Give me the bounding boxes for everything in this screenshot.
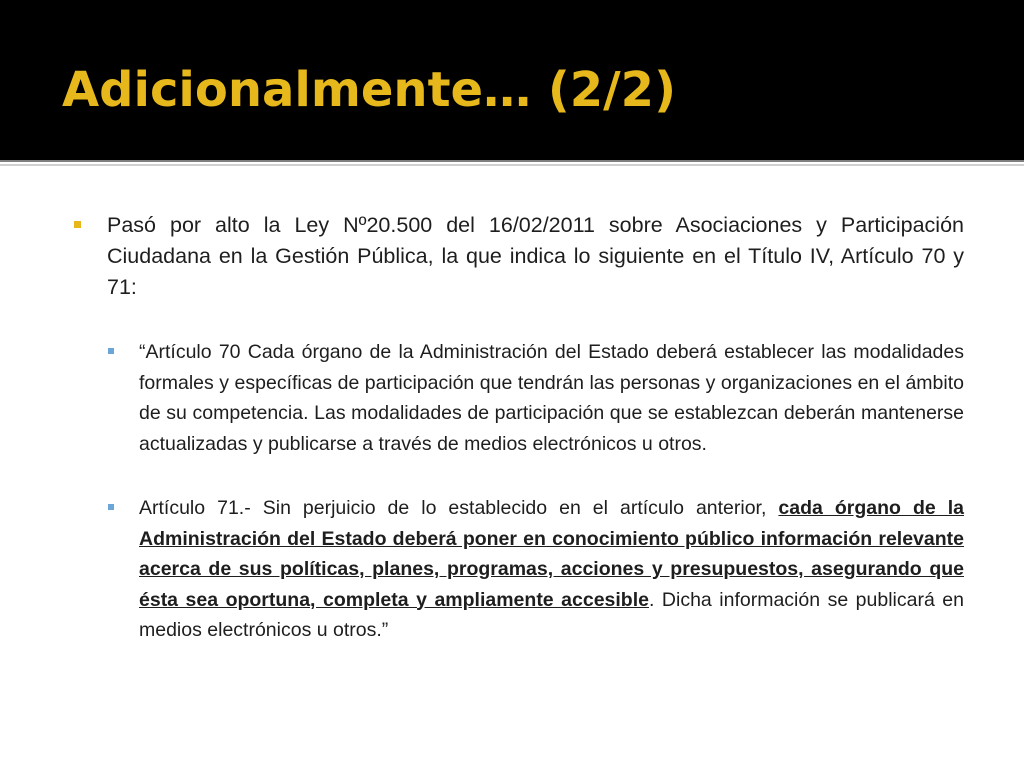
bullet-text: “Artículo 70 Cada órgano de la Administración del Estado deberá establecer las modalidades formales y específicas de participación que tendrán las personas y organizaciones en el ámbito de su competencia. Las modalidades de participación que se establezcan deberán mantenerse actualizadas y publicarse a través de medios electrónicos u otros.	[139, 341, 964, 455]
title-divider	[0, 160, 1024, 162]
title-divider-light	[0, 164, 1024, 166]
bullet-text-after: . Dicha información se publicará en medios electrónicos u otros.”	[139, 588, 964, 641]
slide-title: Adicionalmente… (2/2)	[62, 62, 677, 118]
bullet-text: Pasó por alto la Ley Nº20.500 del 16/02/2011 sobre Asociaciones y Participación Ciudadana en la Gestión Pública, la que indica lo siguiente en el Título IV, Artículo 70 y 71:	[107, 213, 964, 299]
bullet-text-emphasized: cada órgano de la Administración del Estado deberá poner en conocimiento público información relevante acerca de sus políticas, planes, programas, acciones y presupuestos, asegurando que ésta sea oportuna, completa y ampliamente accesible	[139, 497, 964, 611]
bullet-level2-article-70	[108, 337, 964, 459]
square-bullet-icon	[74, 221, 81, 228]
square-bullet-icon	[108, 504, 114, 510]
slide-body	[74, 210, 964, 646]
title-bar	[0, 0, 1024, 160]
bullet-level1	[74, 210, 964, 303]
bullet-text-before: Artículo 71.- Sin perjuicio de lo establecido en el artículo anterior,	[139, 497, 779, 519]
square-bullet-icon	[108, 348, 114, 354]
bullet-level2-article-71	[108, 493, 964, 646]
